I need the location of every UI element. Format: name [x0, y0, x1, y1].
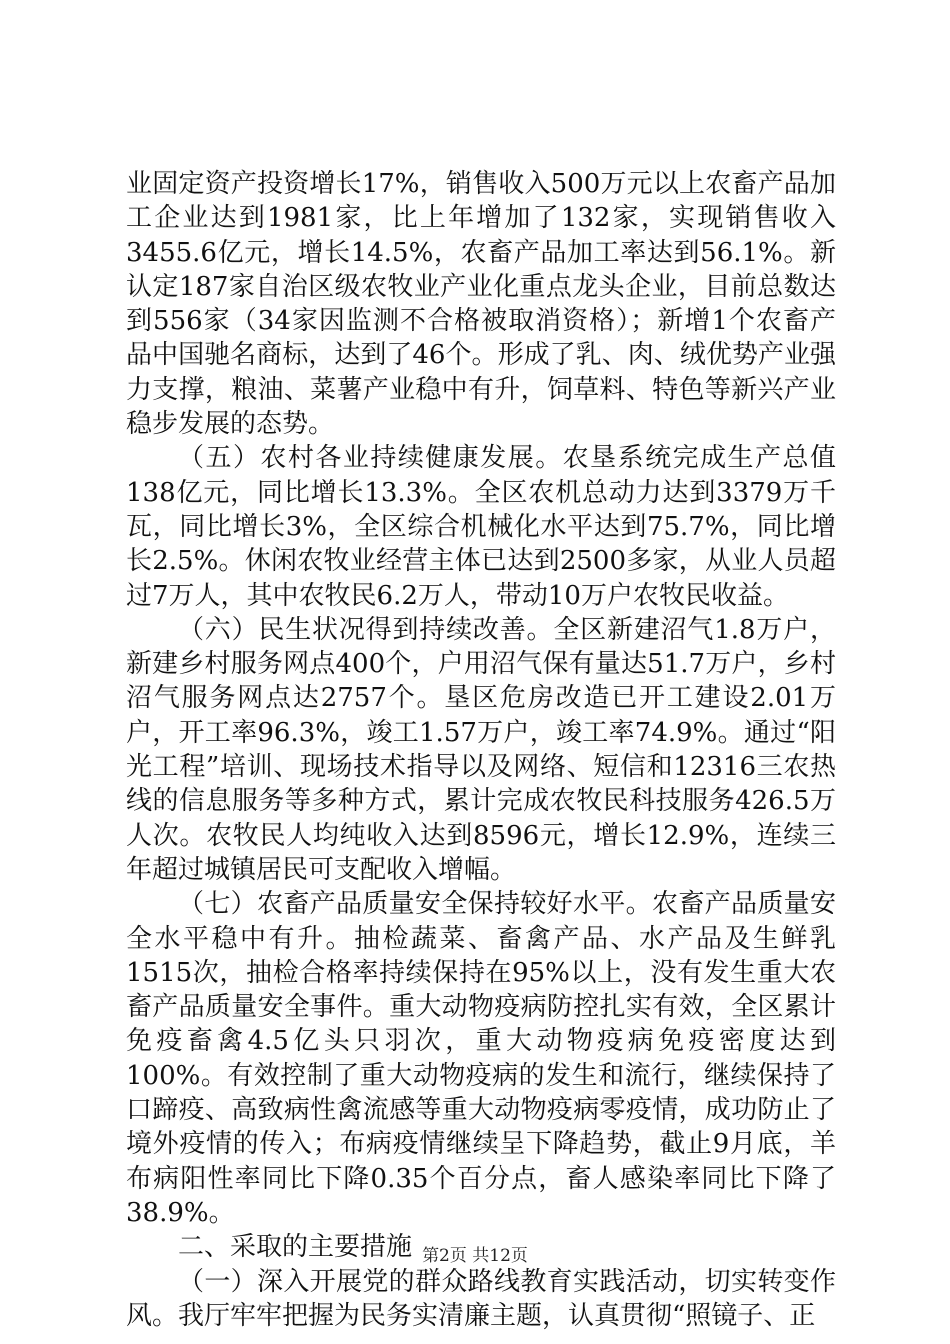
section-heading-measures: 二、采取的主要措施: [178, 1232, 413, 1263]
paragraph-section-5: （五）农村各业持续健康发展。农垦系统完成生产总值138亿元，同比增长13.3%。全区农机总动力达到3379万千瓦，同比增长3%，全区综合机械化水平达到75.7%，同比增长2.5%。休闲农牧业经营主体已达到2500多家，从业人员超过7万人，其中农牧民6.2万人，带动10万户农牧民收益。: [126, 443, 836, 611]
document-body: [126, 167, 836, 1333]
paragraph-measure-1: （一）深入开展党的群众路线教育实践活动，切实转变作风。我厅牢牢把握为民务实清廉主题，认真贯彻“照镜子、正: [126, 1266, 836, 1331]
page-number-footer: 第2页 共12页: [422, 1246, 528, 1266]
paragraph-section-6: （六）民生状况得到持续改善。全区新建沼气1.8万户，新建乡村服务网点400个，户用沼气保有量达51.7万户，乡村沼气服务网点达2757个。垦区危房改造已开工建设2.01万户，开工率96.3%，竣工1.57万户，竣工率74.9%。通过“阳光工程”培训、现场技术指导以及网络、短信和12316三农热线的信息服务等多种方式，累计完成农牧民科技服务426.5万人次。农牧民人均纯收入达到8596元，增长12.9%，连续三年超过城镇居民可支配收入增幅。: [126, 614, 836, 885]
paragraph-section-7: （七）农畜产品质量安全保持较好水平。农畜产品质量安全水平稳中有升。抽检蔬菜、畜禽产品、水产品及生鲜乳1515次，抽检合格率持续保持在95%以上，没有发生重大农畜产品质量安全事件。重大动物疫病防控扎实有效，全区累计免疫畜禽4.5亿头只羽次，重大动物疫病免疫密度达到100%。有效控制了重大动物疫病的发生和流行，继续保持了口蹄疫、高致病性禽流感等重大动物疫病零疫情，成功防止了境外疫情的传入；布病疫情继续呈下降趋势，截止9月底，羊布病阳性率同比下降0.35个百分点，畜人感染率同比下降了38.9%。: [126, 889, 836, 1228]
paragraph-continued: 业固定资产投资增长17%，销售收入500万元以上农畜产品加工企业达到1981家，比上年增加了132家，实现销售收入3455.6亿元，增长14.5%，农畜产品加工率达到56.1%。新认定187家自治区级农牧业产业化重点龙头企业，目前总数达到556家（34家因监测不合格被取消资格）；新增1个农畜产品中国驰名商标，达到了46个。形成了乳、肉、绒优势产业强力支撑，粮油、菜薯产业稳中有升，饲草料、特色等新兴产业稳步发展的态势。: [126, 169, 836, 440]
